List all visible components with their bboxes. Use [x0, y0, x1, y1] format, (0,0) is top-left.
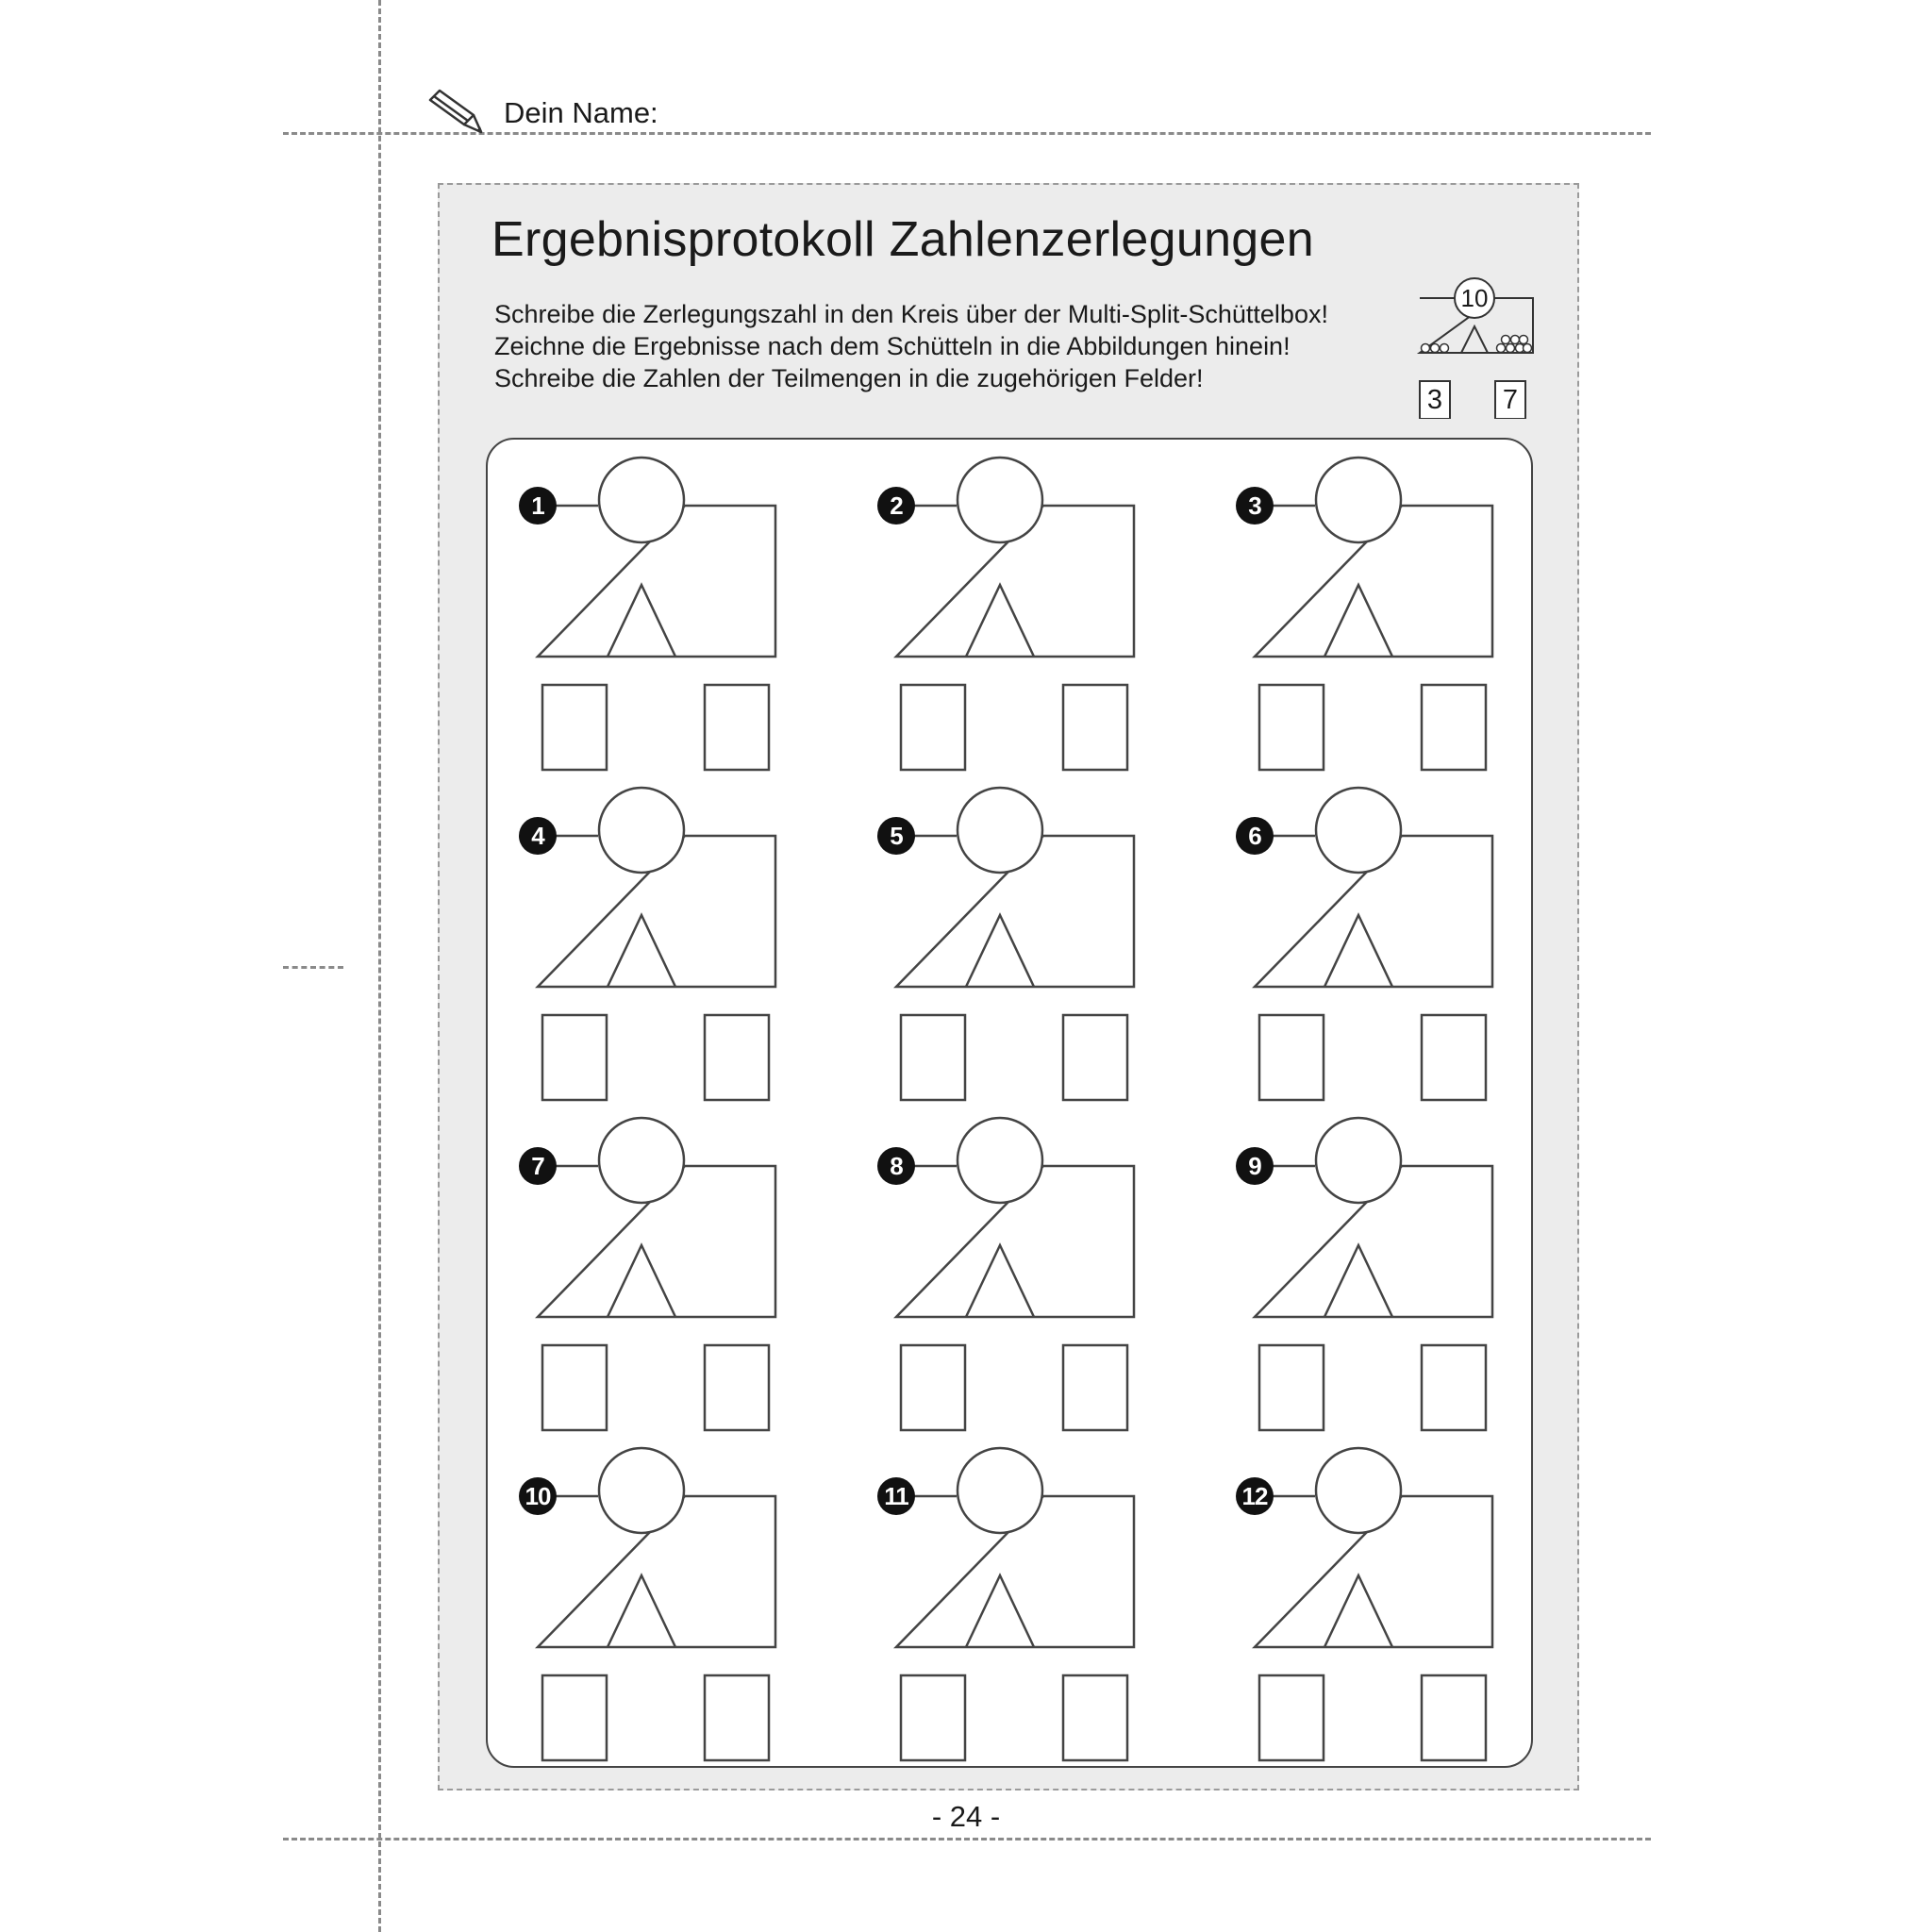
exercise-number-badge: 10: [519, 1477, 557, 1515]
exercise-7: [519, 1113, 802, 1434]
left-count-box[interactable]: [542, 1675, 607, 1760]
exercise-3: [1236, 453, 1519, 774]
right-count-box[interactable]: [1422, 685, 1486, 770]
left-count-box[interactable]: [1259, 1345, 1324, 1430]
instruction-line: Schreibe die Zerlegungszahl in den Kreis über der Multi-Split-Schüttelbox!: [494, 300, 1328, 328]
exercise-number-badge: 12: [1236, 1477, 1274, 1515]
divider-triangle: [966, 1575, 1034, 1647]
divider-triangle: [966, 915, 1034, 987]
example-ball-right: [1502, 336, 1510, 344]
exercise-1: [519, 453, 802, 774]
left-count-box[interactable]: [901, 685, 965, 770]
example-total-number: 10: [1460, 284, 1489, 312]
total-circle[interactable]: [958, 1448, 1042, 1533]
right-count-box[interactable]: [1422, 1675, 1486, 1760]
exercise-number-badge: 1: [519, 487, 557, 525]
exercise-4: [519, 783, 802, 1104]
right-count-box[interactable]: [705, 685, 769, 770]
exercise-6: [1236, 783, 1519, 1104]
divider-triangle: [966, 1245, 1034, 1317]
total-circle[interactable]: [1316, 1448, 1401, 1533]
left-count-box[interactable]: [542, 685, 607, 770]
total-circle[interactable]: [1316, 788, 1401, 873]
instruction-line: Zeichne die Ergebnisse nach dem Schütteln in die Abbildungen hinein!: [494, 332, 1291, 360]
exercise-5: [877, 783, 1160, 1104]
cut-line-bottom: [283, 1838, 1651, 1840]
exercise-12: [1236, 1443, 1519, 1764]
total-circle[interactable]: [599, 1118, 684, 1203]
example-ball-left: [1431, 344, 1440, 353]
right-count-box[interactable]: [705, 1675, 769, 1760]
exercise-9: [1236, 1113, 1519, 1434]
total-circle[interactable]: [958, 1118, 1042, 1203]
total-circle[interactable]: [958, 458, 1042, 542]
left-count-box[interactable]: [901, 1015, 965, 1100]
name-row: [425, 87, 658, 140]
right-count-box[interactable]: [1063, 685, 1127, 770]
divider-triangle: [1324, 585, 1392, 657]
left-count-box[interactable]: [901, 1675, 965, 1760]
left-count-box[interactable]: [1259, 685, 1324, 770]
exercise-number-badge: 11: [877, 1477, 915, 1515]
right-count-box[interactable]: [1063, 1675, 1127, 1760]
total-circle[interactable]: [1316, 1118, 1401, 1203]
exercise-number-badge: 2: [877, 487, 915, 525]
left-count-box[interactable]: [542, 1345, 607, 1430]
divider-triangle: [608, 1245, 675, 1317]
exercise-number-badge: 6: [1236, 817, 1274, 855]
divider-triangle: [608, 585, 675, 657]
example-ball-right: [1520, 336, 1528, 344]
total-circle[interactable]: [958, 788, 1042, 873]
pencil-icon: [425, 87, 489, 140]
exercise-11: [877, 1443, 1160, 1764]
divider-triangle: [1324, 1575, 1392, 1647]
right-count-box[interactable]: [1063, 1345, 1127, 1430]
worksheet: [438, 183, 1579, 1790]
total-circle[interactable]: [599, 788, 684, 873]
divider-triangle: [966, 585, 1034, 657]
exercise-number-badge: 3: [1236, 487, 1274, 525]
instruction-line: Schreibe die Zahlen der Teilmengen in die zugehörigen Felder!: [494, 364, 1204, 392]
exercise-10: [519, 1443, 802, 1764]
page-title: Ergebnisprotokoll Zahlenzerlegungen: [491, 212, 1314, 267]
cut-line-left: [378, 0, 381, 1932]
left-count-box[interactable]: [901, 1345, 965, 1430]
example-ball-right: [1511, 336, 1520, 344]
example-shaker-box: [1416, 277, 1539, 419]
exercise-8: [877, 1113, 1160, 1434]
exercise-number-badge: 4: [519, 817, 557, 855]
exercise-number-badge: 7: [519, 1147, 557, 1185]
total-circle[interactable]: [599, 1448, 684, 1533]
divider-triangle: [1324, 915, 1392, 987]
example-ball-left: [1441, 344, 1449, 353]
example-ball-left: [1422, 344, 1430, 353]
divider-triangle: [1324, 1245, 1392, 1317]
left-count-box[interactable]: [1259, 1675, 1324, 1760]
right-count-box[interactable]: [1422, 1345, 1486, 1430]
exercise-number-badge: 9: [1236, 1147, 1274, 1185]
example-right-number: 7: [1502, 385, 1519, 415]
exercise-panel: [486, 438, 1533, 1768]
total-circle[interactable]: [599, 458, 684, 542]
right-count-box[interactable]: [705, 1015, 769, 1100]
exercise-2: [877, 453, 1160, 774]
right-count-box[interactable]: [1422, 1015, 1486, 1100]
left-count-box[interactable]: [542, 1015, 607, 1100]
divider-triangle: [608, 915, 675, 987]
example-ball-right: [1497, 344, 1506, 353]
example-ball-right: [1524, 344, 1532, 353]
exercise-number-badge: 5: [877, 817, 915, 855]
total-circle[interactable]: [1316, 458, 1401, 542]
divider-triangle: [608, 1575, 675, 1647]
example-ball-right: [1507, 344, 1515, 353]
right-count-box[interactable]: [705, 1345, 769, 1430]
left-count-box[interactable]: [1259, 1015, 1324, 1100]
name-label: Dein Name:: [504, 96, 658, 129]
example-left-number: 3: [1426, 385, 1443, 415]
exercise-number-badge: 8: [877, 1147, 915, 1185]
cut-mark-middle: [283, 966, 343, 969]
page-number: - 24 -: [931, 1800, 1001, 1833]
instructions: [494, 298, 1328, 394]
right-count-box[interactable]: [1063, 1015, 1127, 1100]
